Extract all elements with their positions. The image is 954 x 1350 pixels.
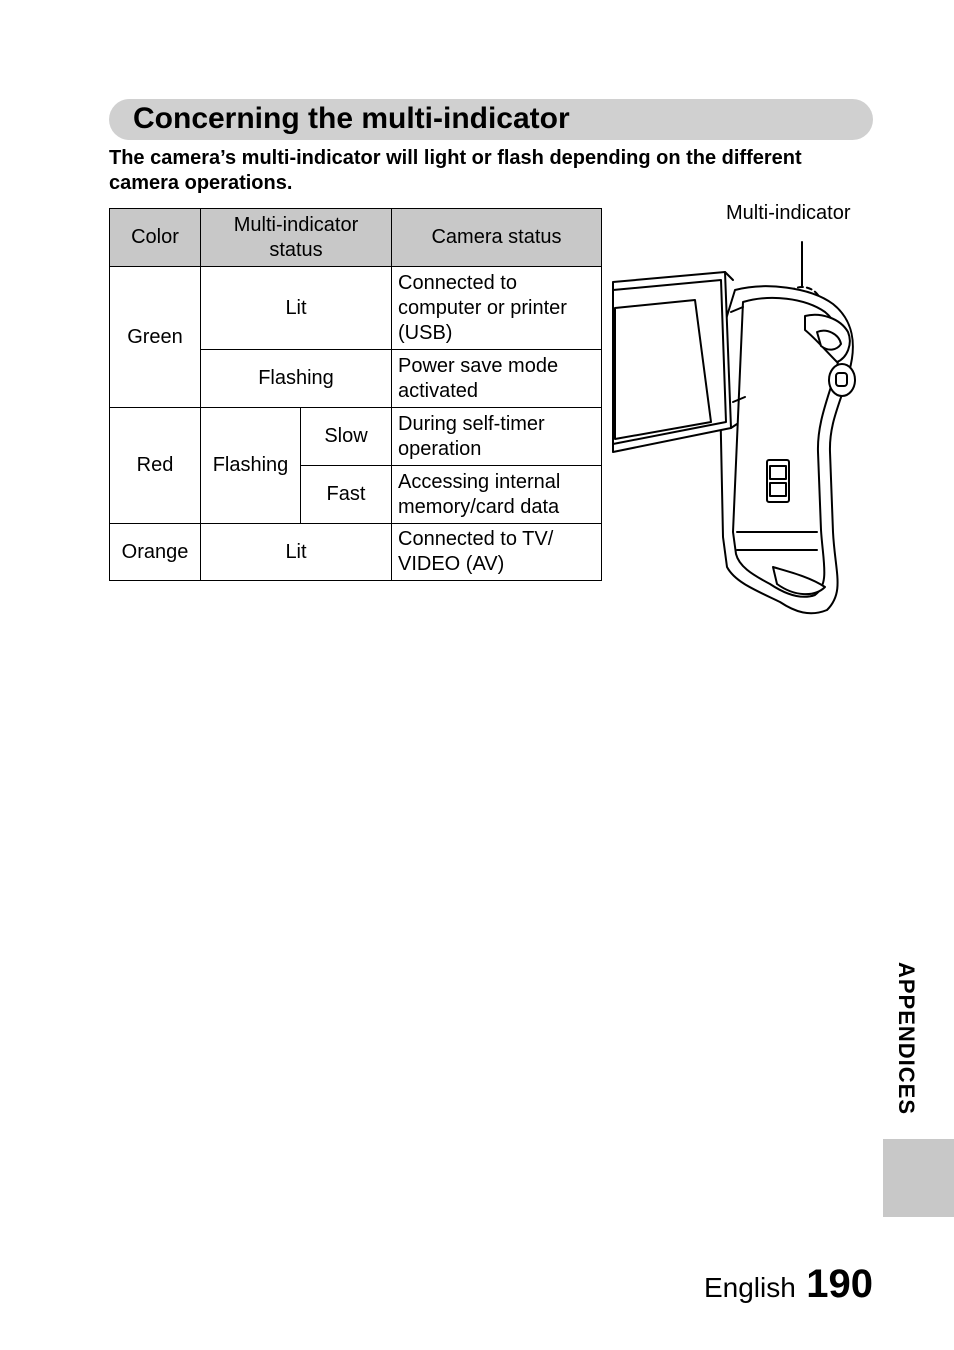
table-header-row	[110, 209, 602, 267]
camera-illustration	[605, 232, 875, 617]
speed-cell: Slow	[301, 408, 392, 466]
footer-language: English	[703, 1272, 796, 1303]
control-slider-bottom	[770, 483, 786, 496]
status-cell: Lit	[201, 267, 392, 350]
section-header	[109, 99, 873, 140]
round-button-center	[836, 373, 847, 386]
table-row	[110, 267, 602, 350]
status-cell: Flashing	[201, 408, 301, 524]
camera-status-cell: Accessing internal memory/card data	[392, 466, 602, 524]
header-color: Color	[110, 209, 201, 267]
camera-status-cell: During self-timer operation	[392, 408, 602, 466]
speed-cell: Fast	[301, 466, 392, 524]
multi-indicator-callout: Multi-indicator	[726, 202, 851, 224]
table-row	[110, 524, 602, 581]
intro-text: The camera’s multi-indicator will light or flash depending on the different camera operations.	[109, 147, 802, 194]
table-row	[110, 408, 602, 466]
indicator-status-table	[109, 208, 602, 581]
header-indicator-status: Multi-indicator status	[201, 209, 392, 267]
camera-status-cell: Power save mode activated	[392, 350, 602, 408]
camera-status-cell: Connected to TV/ VIDEO (AV)	[392, 524, 602, 581]
status-cell: Lit	[201, 524, 392, 581]
section-title: Concerning the multi-indicator	[133, 102, 570, 135]
color-cell: Red	[110, 408, 201, 524]
lcd-screen	[615, 300, 711, 439]
status-cell: Flashing	[201, 350, 392, 408]
side-tab-marker	[883, 1139, 954, 1217]
side-section-label: APPENDICES	[894, 962, 919, 1116]
color-cell: Green	[110, 267, 201, 408]
color-cell: Orange	[110, 524, 201, 581]
camera-status-cell: Connected to computer or printer (USB)	[392, 267, 602, 350]
page-number: 190	[806, 1262, 873, 1306]
control-slider-top	[770, 466, 786, 479]
header-camera-status: Camera status	[392, 209, 602, 267]
page-footer	[704, 1262, 873, 1307]
